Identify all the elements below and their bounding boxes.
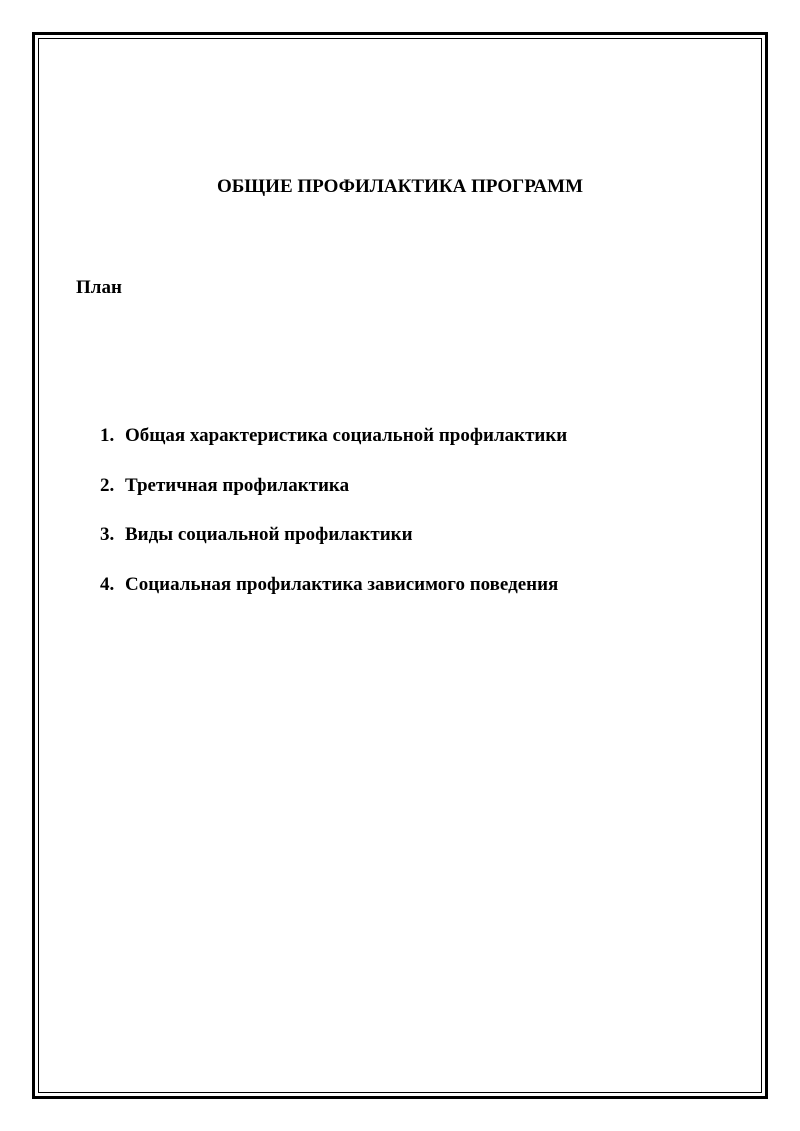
plan-item-number: 1.: [100, 425, 115, 446]
plan-list: [100, 424, 567, 622]
plan-item-number: 4.: [100, 573, 115, 595]
document-title: ОБЩИЕ ПРОФИЛАКТИКА ПРОГРАММ: [216, 176, 584, 197]
plan-item-3: [100, 523, 567, 547]
plan-item-number: 3.: [100, 524, 115, 545]
plan-item-number: 2.: [100, 474, 115, 496]
plan-item-text: Третичная профилактика: [125, 474, 350, 496]
plan-heading: План: [76, 277, 122, 298]
plan-item-text: Социальная профилактика зависимого поведения: [125, 573, 559, 595]
plan-item-1: [100, 424, 567, 448]
plan-item-2: [100, 474, 567, 498]
plan-item-text: Общая характеристика социальной профилактики: [125, 425, 568, 446]
plan-item-text: Виды социальной профилактики: [125, 524, 413, 545]
plan-item-4: [100, 573, 567, 597]
